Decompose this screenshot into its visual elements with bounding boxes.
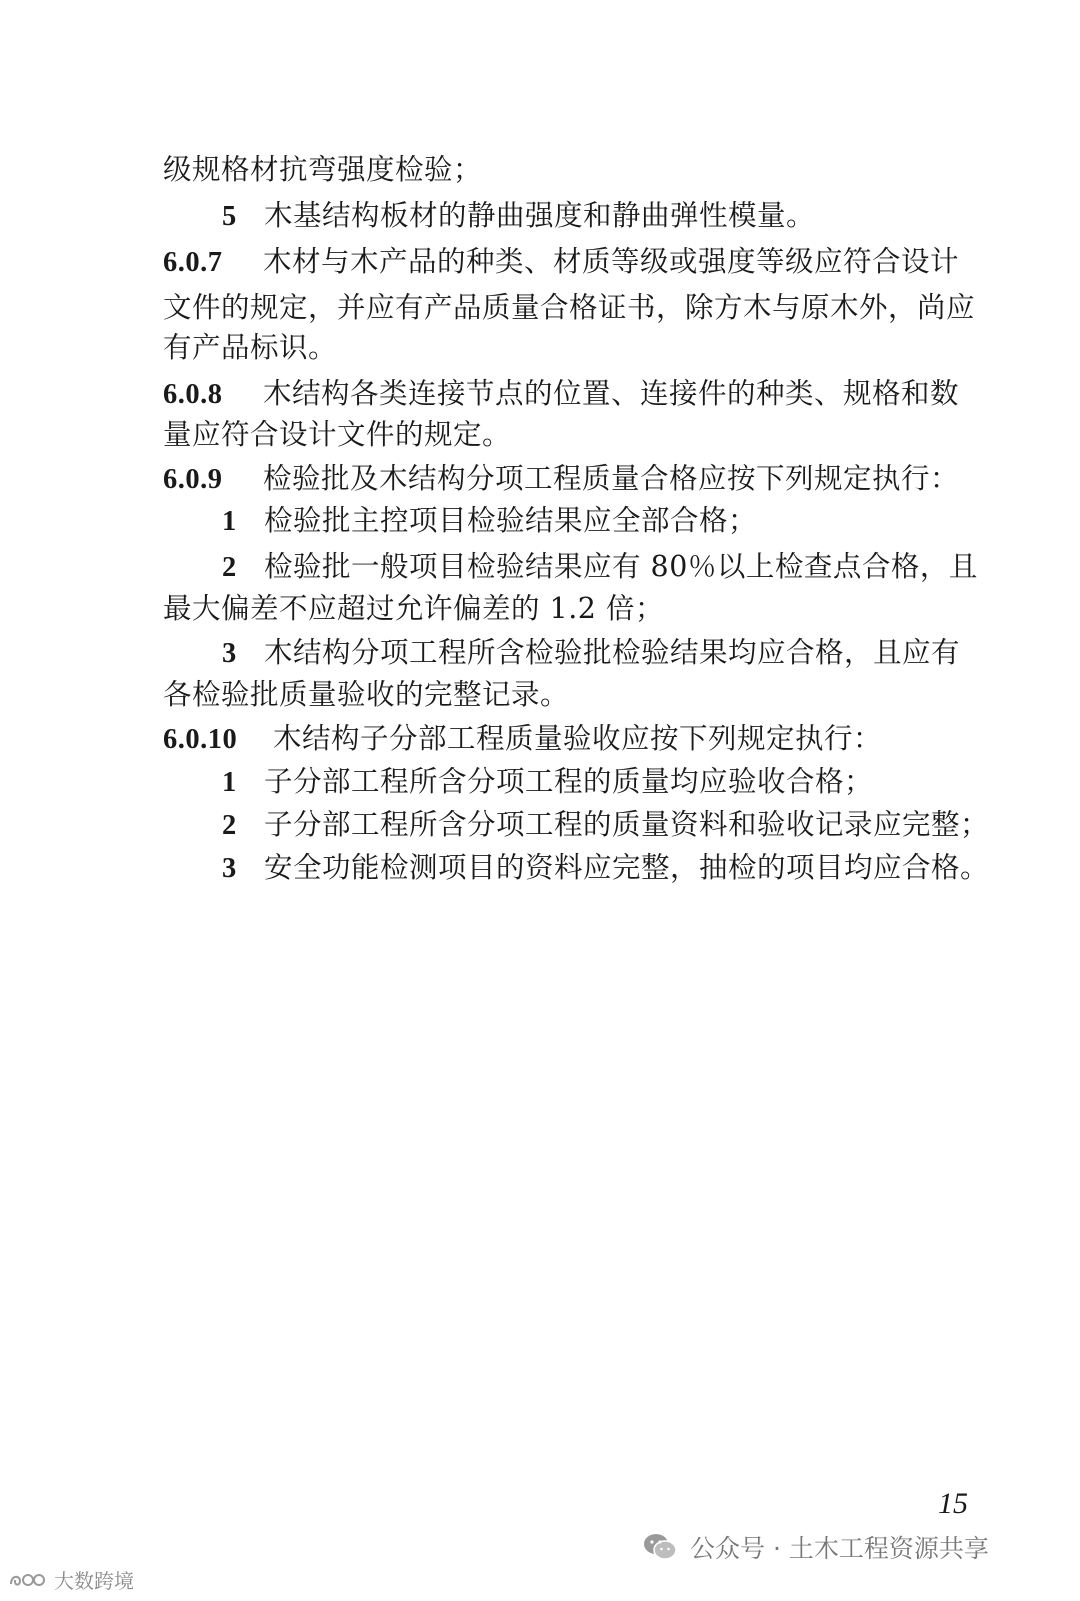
clause-text: 检验批及木结构分项工程质量合格应按下列规定执行： [263, 462, 960, 495]
item-number: 3 [222, 638, 237, 669]
clause-number: 6.0.9 [163, 464, 223, 495]
watermark [8, 1565, 134, 1594]
text-line: 级规格材抗弯强度检验； [163, 153, 483, 186]
clause-6-0-9 [163, 459, 993, 500]
text-line: 量应符合设计文件的规定。 [163, 418, 512, 451]
list-item [222, 762, 1052, 803]
clause-6-0-7 [163, 242, 993, 283]
clause-text: 木结构各类连接节点的位置、连接件的种类、规格和数 [263, 377, 960, 410]
list-item [222, 547, 1052, 588]
clause-6-0-8 [163, 374, 993, 415]
clause-number: 6.0.10 [163, 724, 238, 755]
wechat-footer [642, 1529, 989, 1565]
item-text: 安全功能检测项目的资料应完整，抽检的项目均应合格。 [264, 851, 990, 884]
text-line: 最大偏差不应超过允许偏差的 1.2 倍； [163, 592, 664, 625]
item-text: 检验批一般项目检验结果应有 80％以上检查点合格，且 [264, 550, 978, 583]
page-number: 15 [938, 1487, 968, 1520]
text-line: 文件的规定，并应有产品质量合格证书，除方木与原木外，尚应 [163, 291, 976, 324]
clause-text: 木材与木产品的种类、材质等级或强度等级应符合设计 [263, 245, 960, 278]
list-item [222, 805, 1052, 846]
item-number: 1 [222, 767, 237, 798]
text-line: 各检验批质量验收的完整记录。 [163, 678, 570, 711]
clause-number: 6.0.7 [163, 247, 223, 278]
list-item [222, 196, 1052, 237]
clause-text: 木结构子分部工程质量验收应按下列规定执行： [273, 722, 883, 755]
item-number: 5 [222, 201, 237, 232]
item-number: 3 [222, 853, 237, 884]
item-text: 检验批主控项目检验结果应全部合格； [264, 504, 758, 537]
list-item [222, 633, 1052, 674]
footer-text: 公众号 · 土木工程资源共享 [690, 1534, 989, 1563]
list-item [222, 501, 1052, 542]
clause-6-0-10 [163, 719, 993, 760]
item-number: 2 [222, 810, 237, 841]
item-text: 木基结构板材的静曲强度和静曲弹性模量。 [264, 199, 816, 232]
item-text: 木结构分项工程所含检验批检验结果均应合格，且应有 [264, 636, 961, 669]
clause-number: 6.0.8 [163, 379, 223, 410]
watermark-logo-icon [8, 1571, 48, 1589]
text-line: 有产品标识。 [163, 331, 338, 364]
list-item [222, 848, 1052, 889]
item-number: 1 [222, 506, 237, 537]
watermark-text: 大数跨境 [54, 1569, 134, 1593]
item-text: 子分部工程所含分项工程的质量均应验收合格； [264, 765, 874, 798]
item-number: 2 [222, 552, 237, 583]
wechat-icon [642, 1532, 678, 1562]
item-text: 子分部工程所含分项工程的质量资料和验收记录应完整； [264, 808, 990, 841]
